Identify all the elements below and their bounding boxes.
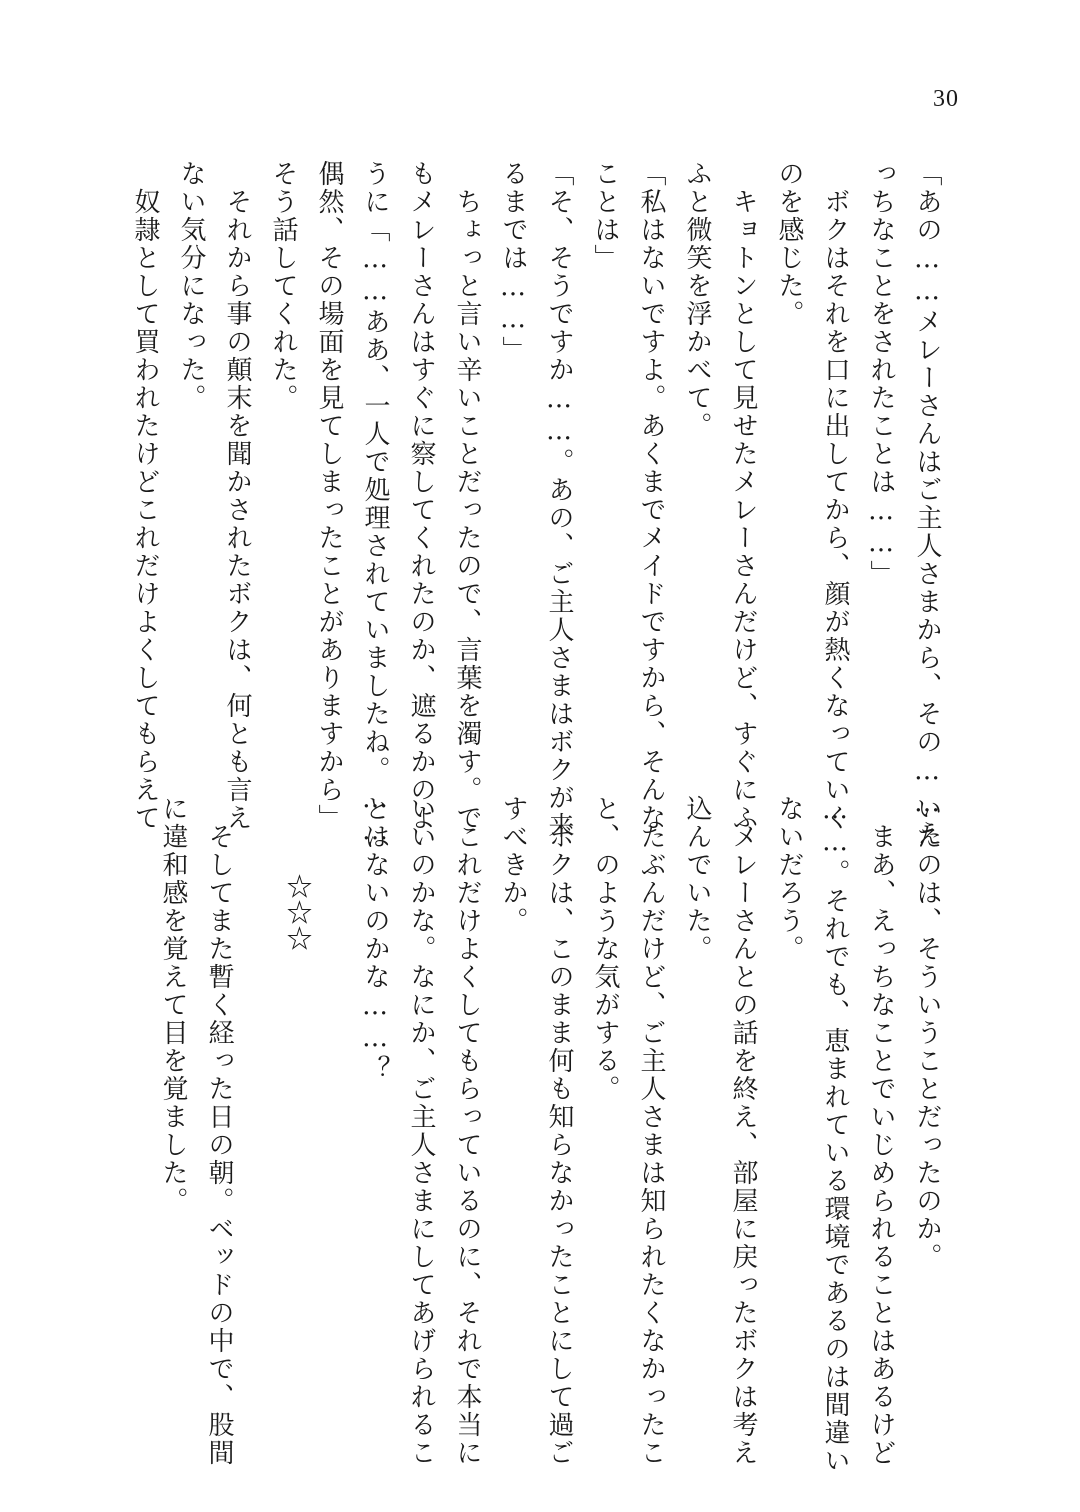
text-line: ボクはそれを口に出してから、顔が熱くなっていく xyxy=(820,160,850,832)
text-line: それから事の顛末を聞かされたボクは、何とも言え xyxy=(222,160,252,832)
text-line: ……。それでも、恵まれている環境であるのは間違い xyxy=(820,795,850,1475)
text-line: いいのかな。なにか、ご主人さまにしてあげられるこ xyxy=(406,795,436,1467)
text-line: もメレーさんはすぐに察してくれたのか、遮るかのよ xyxy=(406,160,436,832)
text-line: と、のような気がする。 xyxy=(590,795,620,1103)
text-line: ないだろう。 xyxy=(774,795,804,963)
text-line: そしてまた暫く経った日の朝。ベッドの中で、股間 xyxy=(204,795,234,1467)
text-line: るまでは……」 xyxy=(498,160,528,364)
text-line: ふと微笑を浮かべて。 xyxy=(682,160,712,440)
text-line: キョトンとして見せたメレーさんだけど、すぐにふ xyxy=(728,160,758,832)
upper-text-block xyxy=(130,160,950,848)
text-line: ちょっと言い辛いことだったので、言葉を濁す。で xyxy=(452,160,482,832)
text-line: っちなことをされたことは……」 xyxy=(866,160,896,588)
text-line: そう話してくれた。 xyxy=(268,160,298,412)
section-break-stars: ☆☆☆ xyxy=(282,795,312,951)
text-line: これだけよくしてもらっているのに、それで本当に xyxy=(452,795,482,1467)
text-line: ない気分になった。 xyxy=(176,160,206,412)
lower-text-block xyxy=(150,795,950,1475)
text-line: に違和感を覚えて目を覚ました。 xyxy=(158,795,188,1215)
text-line: うに「……ああ、一人で処理されていましたね。…… xyxy=(360,160,390,848)
blank-line xyxy=(320,795,352,1395)
text-line: のを感じた。 xyxy=(774,160,804,328)
text-line: 込んでいた。 xyxy=(682,795,712,963)
text-line: たぶんだけど、ご主人さまは知られたくなかったこ xyxy=(636,795,666,1467)
text-line: 「私はないですよ。あくまでメイドですから、そんな xyxy=(636,160,666,832)
text-line: ことは」 xyxy=(590,160,620,272)
text-line: ボクは、このまま何も知らなかったことにして過ご xyxy=(544,795,574,1467)
text-line: 偶然、その場面を見てしまったことがありますから」 xyxy=(314,160,344,832)
text-line: メレーさんとの話を終え、部屋に戻ったボクは考え xyxy=(728,795,758,1467)
text-line: とはないのかな……？ xyxy=(360,795,390,1083)
text-line: すべきか。 xyxy=(498,795,528,935)
text-line: いたのは、そういうことだったのか。 xyxy=(912,795,942,1271)
text-line: 「あの……メレーさんはご主人さまから、その……え xyxy=(912,160,942,848)
text-line: 「そ、そうですか……。あの、ご主人さまはボクが来 xyxy=(544,160,574,840)
blank-line xyxy=(242,795,274,1395)
text-line: まあ、えっちなことでいじめられることはあるけど xyxy=(866,795,896,1467)
text-line: 奴隷として買われたけどこれだけよくしてもらえて xyxy=(130,160,160,832)
page-number: 30 xyxy=(933,86,959,112)
